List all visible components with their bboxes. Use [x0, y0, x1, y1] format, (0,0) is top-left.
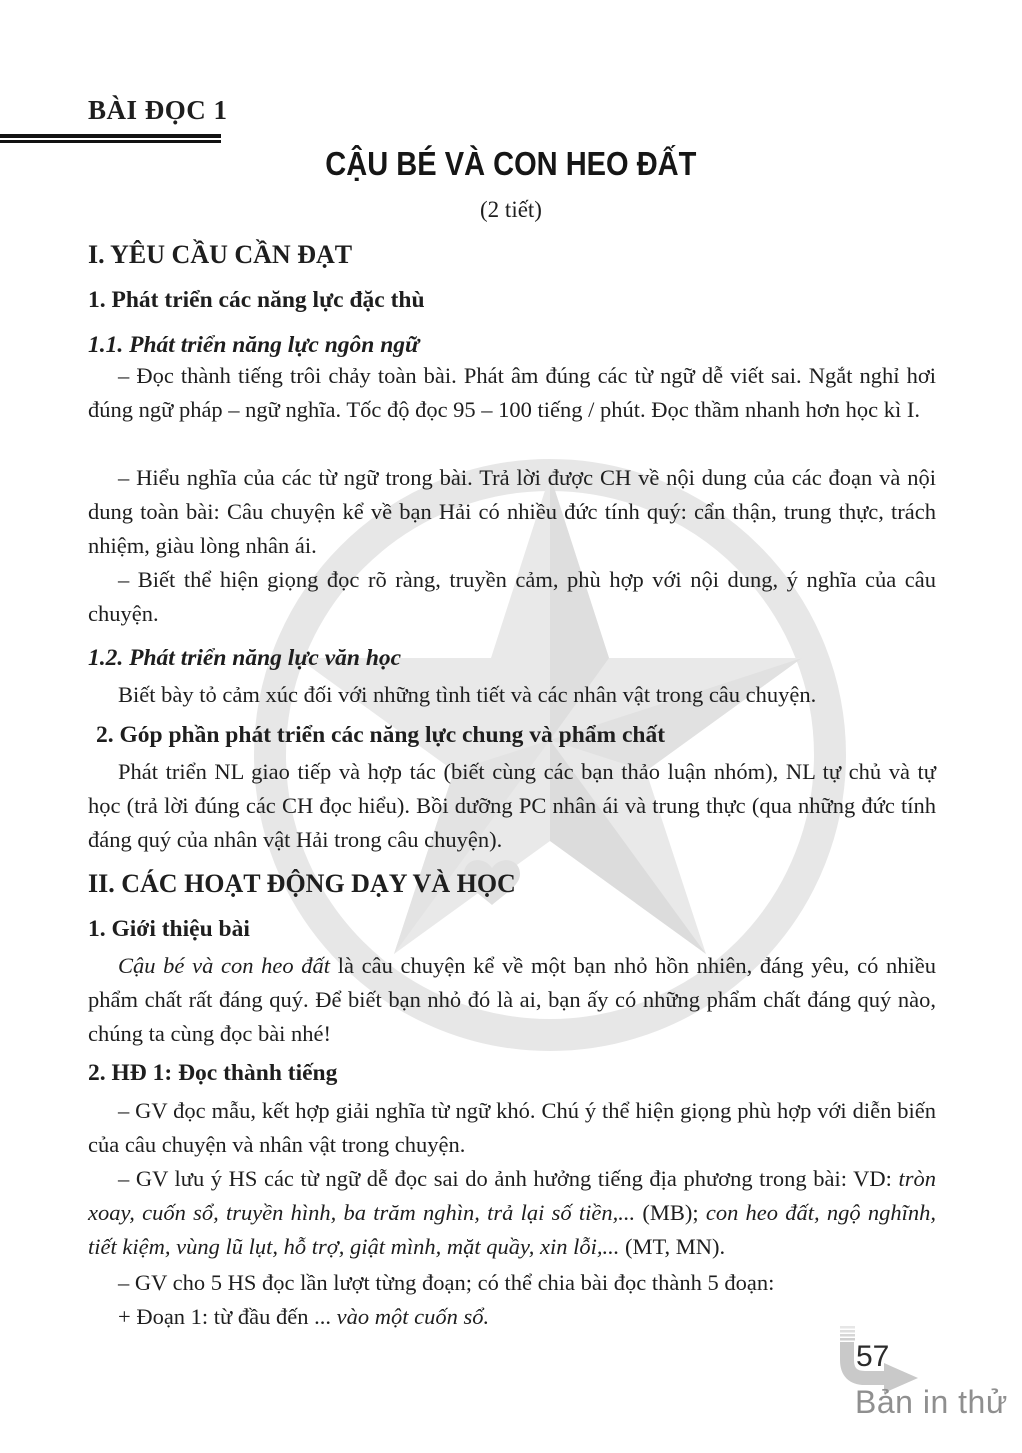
paragraph-pronunciation-notes — [88, 1162, 936, 1264]
section-2-heading: II. CÁC HOẠT ĐỘNG DẠY VÀ HỌC — [88, 869, 516, 898]
section-2-sub1-heading: 1. Giới thiệu bài — [88, 916, 250, 942]
lesson-label: BÀI ĐỌC 1 — [88, 95, 228, 125]
paragraph-literary-capacity: Biết bày tỏ cảm xúc đối với những tình tiết và các nhân vật trong câu chuyện. — [118, 682, 817, 707]
paragraph-introduction — [88, 949, 936, 1051]
pronunciation-lead-run: – GV lưu ý HS các từ ngữ dễ đọc sai do ảnh hưởng tiếng địa phương trong bài: VD: — [118, 1166, 899, 1191]
central-south-words-italic-run: con heo đất, ngộ nghĩnh, tiết kiệm, vùng lũ lụt, hỗ trợ, giật mình, mặt quầy, xin lỗi,... — [88, 1200, 937, 1259]
section-2-sub2-heading: 2. HĐ 1: Đọc thành tiếng — [88, 1060, 338, 1086]
region-mb-run: (MB); — [635, 1200, 706, 1225]
section-1-heading: I. YÊU CẦU CẦN ĐẠT — [88, 240, 353, 269]
title-row — [0, 145, 1022, 183]
paragraph-segment-1 — [88, 1300, 936, 1334]
duration-row — [0, 197, 1022, 223]
paragraph-teacher-reading: – GV đọc mẫu, kết hợp giải nghĩa từ ngữ khó. Chú ý thể hiện giọng phù hợp với diễn biến của câu chuyện và nhân vật trong chuyện. — [88, 1098, 936, 1157]
print-proof-watermark-text: Bản in thử — [855, 1384, 1008, 1420]
segment-end-italic-run: vào một cuốn sổ. — [336, 1304, 490, 1329]
duration-label: (2 tiết) — [480, 197, 542, 222]
story-title-italic-run: Cậu bé và con heo đất — [118, 953, 331, 978]
paragraph-general-capacities: Phát triển NL giao tiếp và hợp tác (biết cùng các bạn thảo luận nhóm), NL tự chủ và tự học (trả lời đúng các CH đọc hiểu). Bồi dưỡng PC nhân ái và trung thực (qua những đức tính đáng quý của nhân vật Hải trong câu chuyện). — [88, 759, 936, 852]
paragraph-five-readers: – GV cho 5 HS đọc lần lượt từng đoạn; có thể chia bài đọc thành 5 đoạn: — [118, 1270, 775, 1295]
region-mt-mn-run: (MT, MN). — [619, 1234, 726, 1259]
paragraph-reading-fluency: – Đọc thành tiếng trôi chảy toàn bài. Phát âm đúng các từ ngữ dễ viết sai. Ngắt nghỉ hơi đúng ngữ pháp – ngữ nghĩa. Tốc độ đọc 95 – 100 tiếng / phút. Đọc thầm nhanh hơn học kì I. — [88, 363, 936, 422]
section-1-sub1-heading: 1. Phát triển các năng lực đặc thù — [88, 287, 425, 313]
north-words-italic-run: tròn xoay, cuốn sổ, truyền hình, ba trăm nghìn, trả lại số tiền,... — [88, 1166, 936, 1225]
page-title: CẬU BÉ VÀ CON HEO ĐẤT — [325, 145, 697, 182]
section-1-sub12-heading: 1.2. Phát triển năng lực văn học — [88, 645, 402, 671]
section-1-sub2-heading: 2. Góp phần phát triển các năng lực chung và phẩm chất — [96, 722, 666, 748]
segment-lead-run: + Đoạn 1: từ đầu đến ... — [118, 1304, 337, 1329]
page-number: 57 — [856, 1340, 890, 1373]
paragraph-comprehension: – Hiểu nghĩa của các từ ngữ trong bài. Trả lời được CH về nội dung của các đoạn và nội dung toàn bài: Câu chuyện kể về bạn Hải có nhiều đức tính quý: cẩn thận, trung thực, trách nhiệm, giàu lòng nhân ái. — [88, 465, 936, 558]
paragraph-expression: – Biết thể hiện giọng đọc rõ ràng, truyền cảm, phù hợp với nội dung, ý nghĩa của câu chuyện. — [88, 567, 936, 626]
introduction-text-run: là câu chuyện kể về một bạn nhỏ hồn nhiên, đáng yêu, có nhiều phẩm chất rất đáng quý. Để biết bạn nhỏ đó là ai, bạn ấy có những phẩm chất đáng quý nào, chúng ta cùng đọc bài nhé! — [88, 953, 936, 1046]
section-1-sub11-heading: 1.1. Phát triển năng lực ngôn ngữ — [88, 332, 420, 358]
header-rule — [0, 134, 221, 143]
